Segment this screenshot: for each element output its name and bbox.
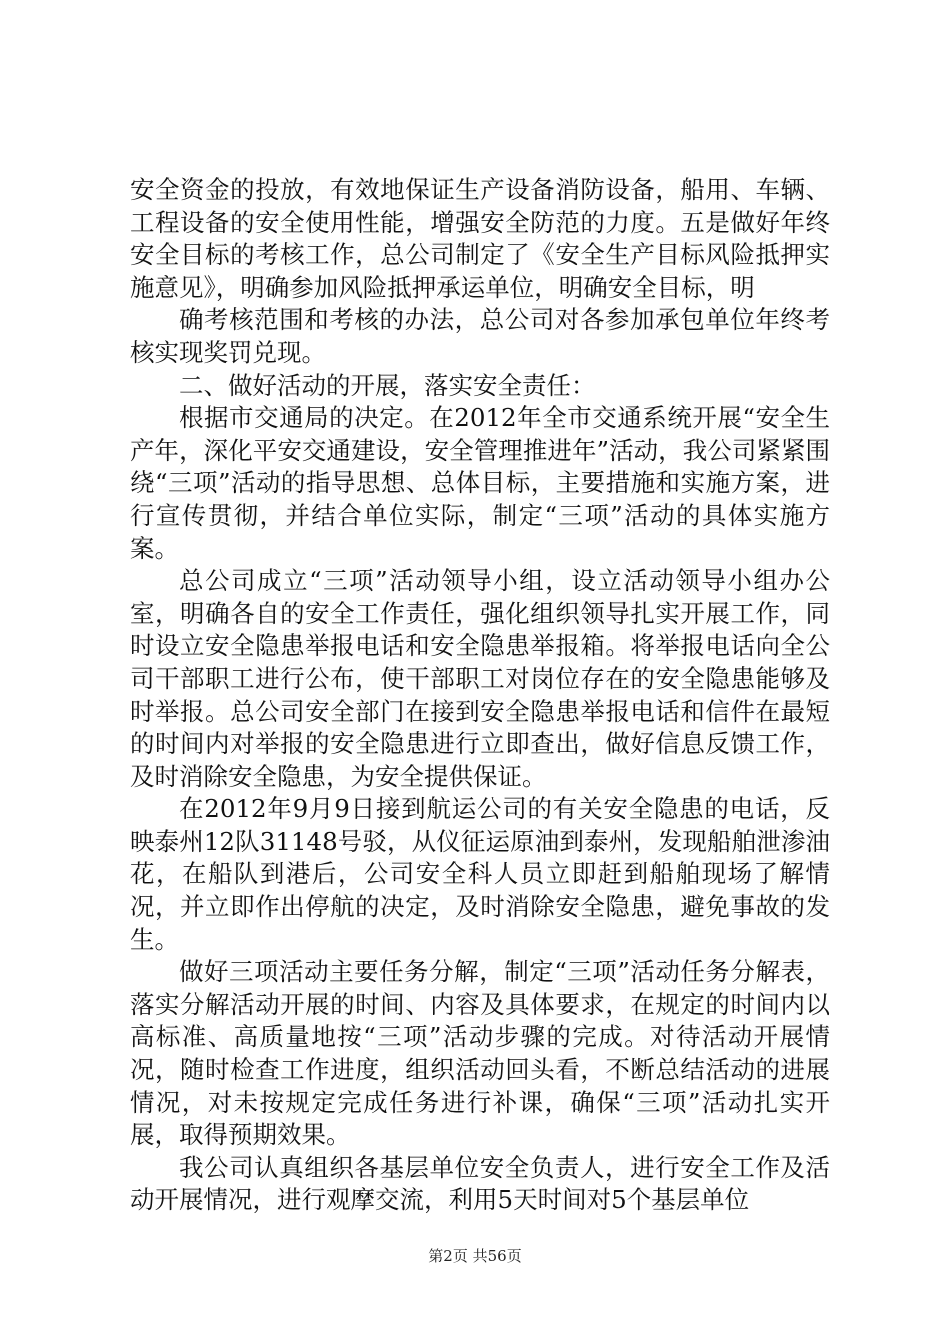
paragraph-7: 我公司认真组织各基层单位安全负责人，进行安全工作及活动开展情况，进行观摩交流，利用5天时间对5个基层单位: [130, 1152, 830, 1215]
paragraph-6: 做好三项活动主要任务分解，制定“三项”活动任务分解表，落实分解活动开展的时间、内容及具体要求，在规定的时间内以高标准、高质量地按“三项”活动步骤的完成。对待活动开展情况，随时检查工作进度，组织活动回头看，不断总结活动的进展情况，对未按规定完成任务进行补课，确保“三项”活动扎实开展，取得预期效果。: [130, 957, 830, 1150]
paragraph-4: 总公司成立“三项”活动领导小组，设立活动领导小组办公室，明确各自的安全工作责任，强化组织领导扎实开展工作，同时设立安全隐患举报电话和安全隐患举报箱。将举报电话向全公司干部职工进行公布，使干部职工对岗位存在的安全隐患能够及时举报。总公司安全部门在接到安全隐患举报电话和信件在最短的时间内对举报的安全隐患进行立即查出，做好信息反馈工作，及时消除安全隐患，为安全提供保证。: [130, 566, 830, 791]
paragraph-3: 根据市交通局的决定。在2012年全市交通系统开展“安全生产年，深化平安交通建设，安全管理推进年”活动，我公司紧紧围绕“三项”活动的指导思想、总体目标，主要措施和实施方案，进行宣传贯彻，并结合单位实际，制定“三项”活动的具体实施方案。: [130, 403, 830, 563]
paragraph-5: 在2012年9月9日接到航运公司的有关安全隐患的电话，反映泰州12队31148号驳，从仪征运原油到泰州，发现船舶泄渗油花，在船队到港后，公司安全科人员立即赶到船舶现场了解情况，并立即作出停航的决定，及时消除安全隐患，避免事故的发生。: [130, 794, 830, 954]
paragraph-2: 确考核范围和考核的办法，总公司对各参加承包单位年终考核实现奖罚兑现。: [130, 305, 830, 367]
page-footer: 第2页 共56页: [428, 1247, 522, 1265]
document-body: [130, 174, 830, 1217]
section-heading: 二、做好活动的开展，落实安全责任：: [179, 370, 596, 400]
paragraph-1: 安全资金的投放，有效地保证生产设备消防设备，船用、车辆、工程设备的安全使用性能，增强安全防范的力度。五是做好年终安全目标的考核工作，总公司制定了《安全生产目标风险抵押实施意见》，明确参加风险抵押承运单位，明确安全目标，明: [130, 175, 830, 302]
